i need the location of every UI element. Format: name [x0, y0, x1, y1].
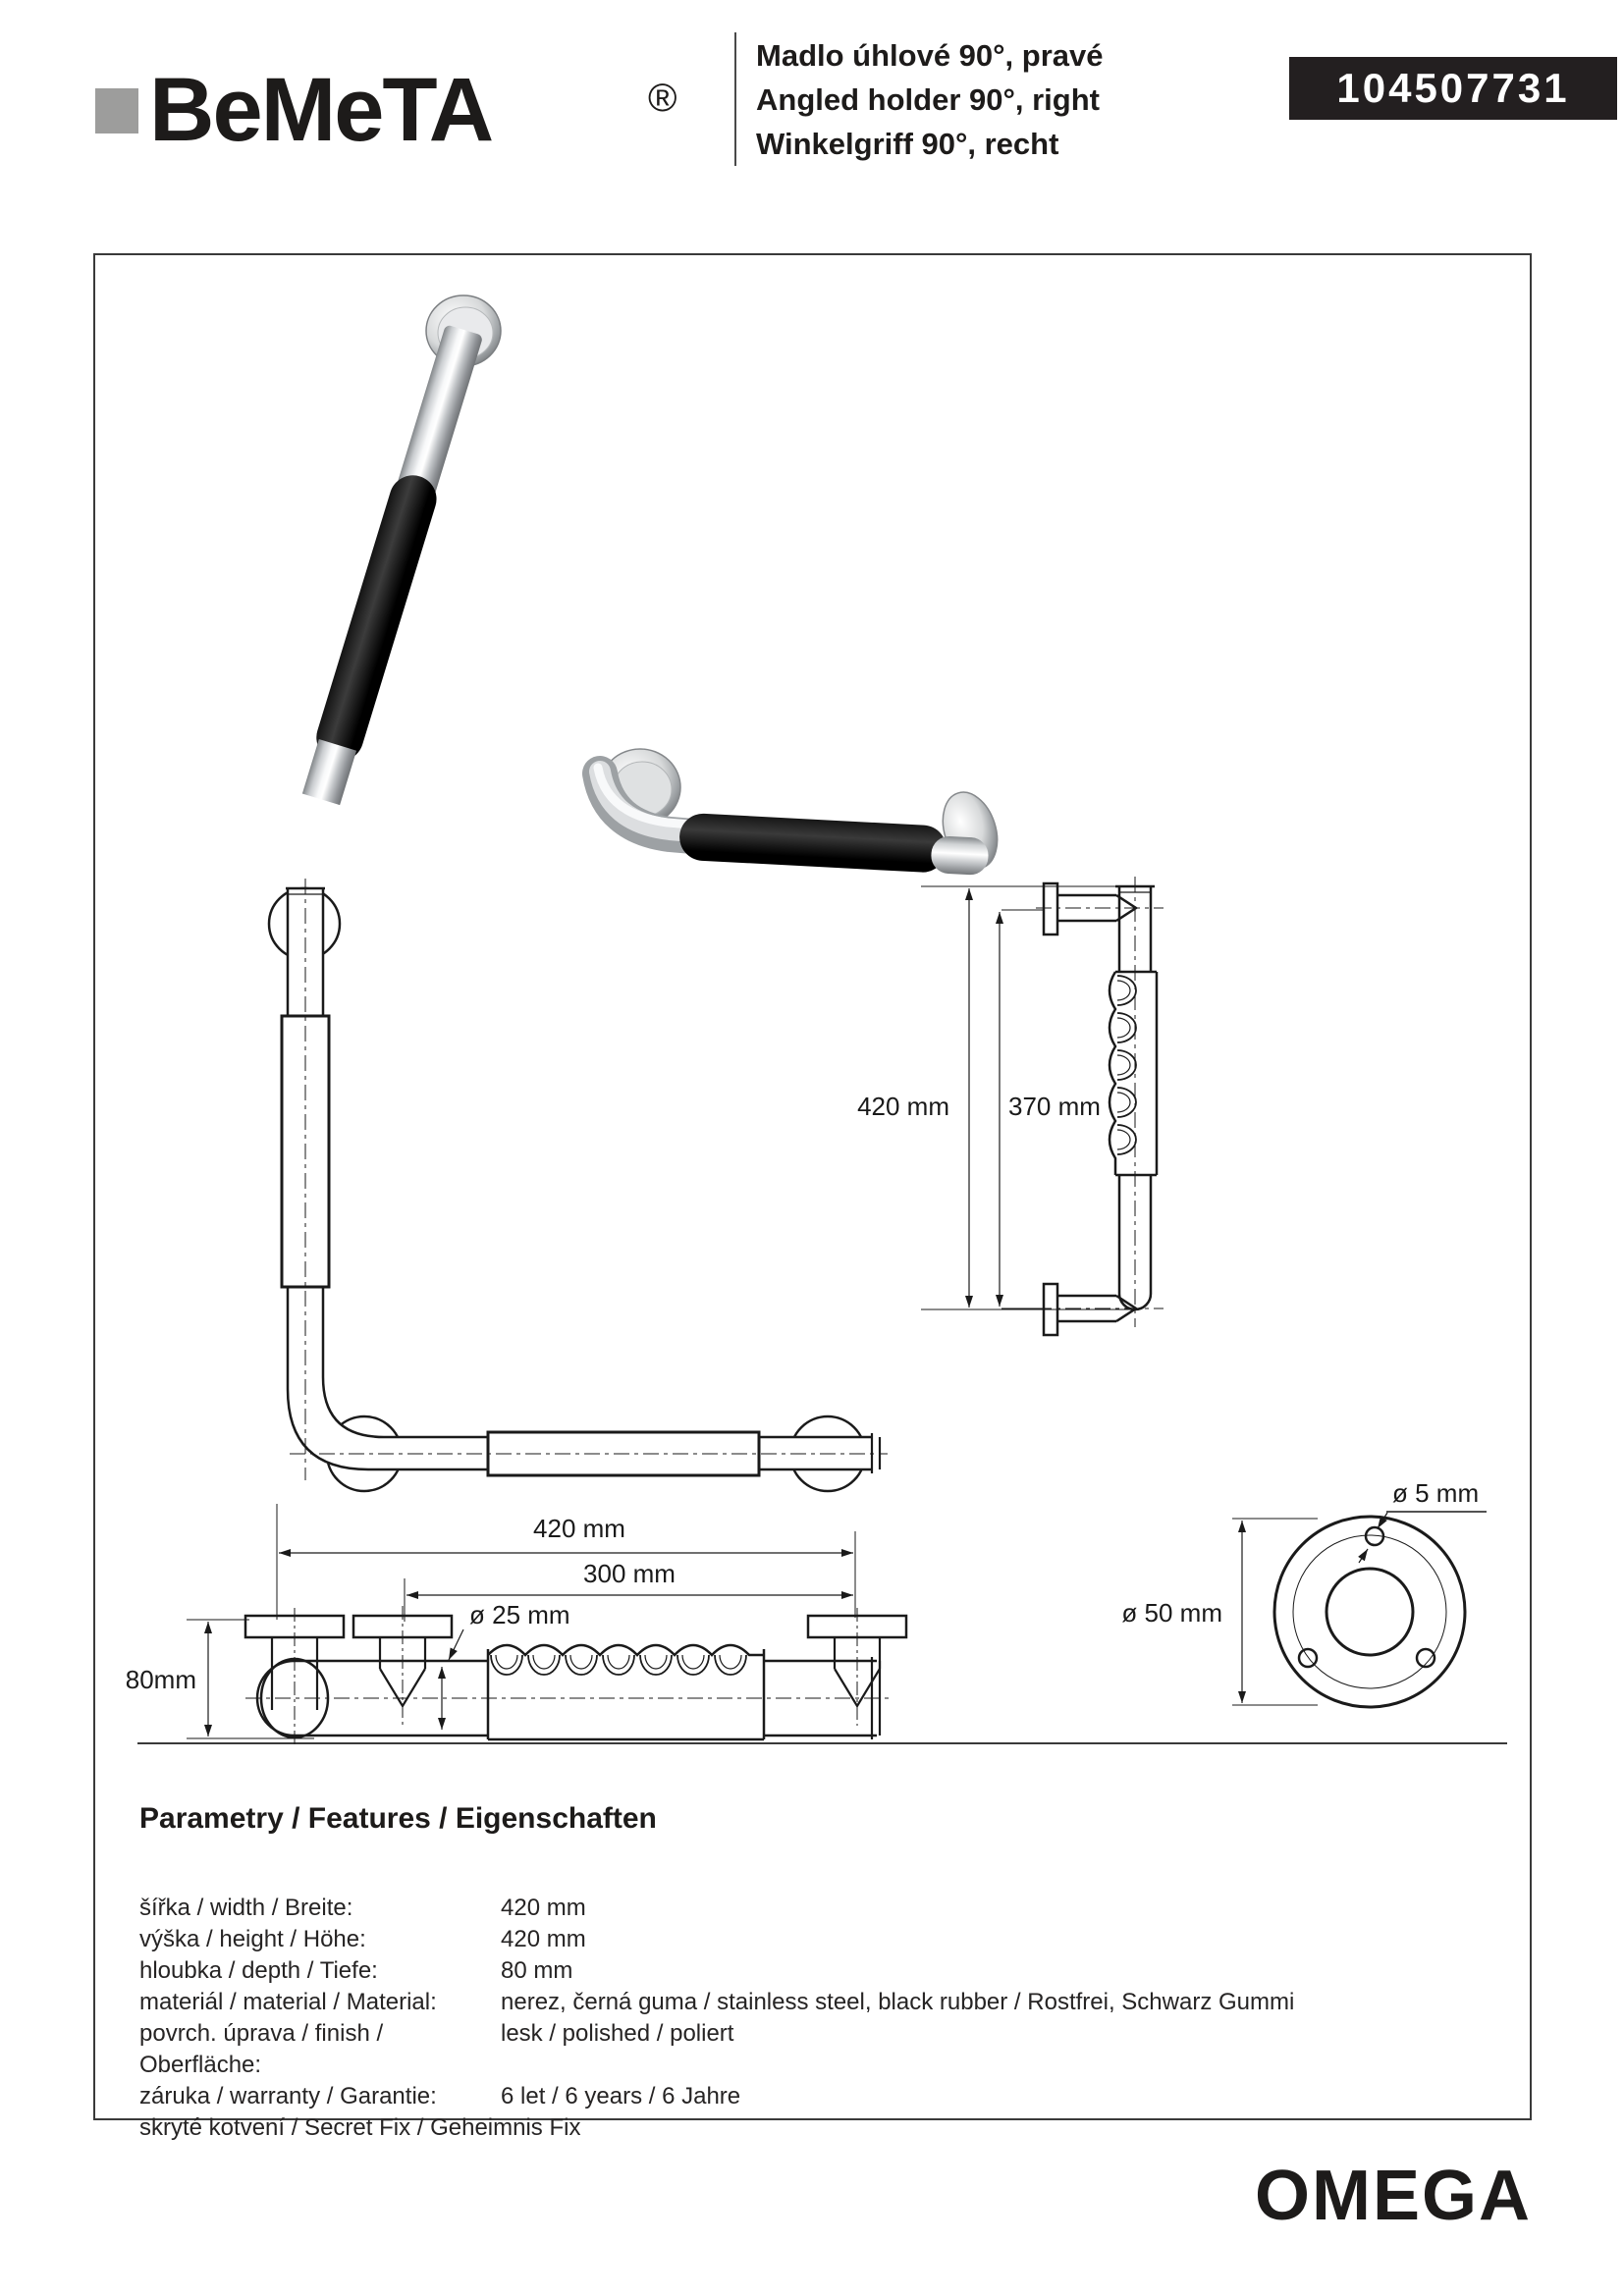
- product-photo: [298, 295, 1006, 876]
- param-value: nerez, černá guma / stainless steel, black rubber / Rostfrei, Schwarz Gummi: [501, 1989, 1295, 2015]
- param-row-height: [139, 1924, 1494, 1955]
- photo-lower-grip: [678, 813, 947, 874]
- param-label: hloubka / depth / Tiefe:: [139, 1957, 378, 1984]
- front-view-drawing: [269, 879, 888, 1491]
- registered-trademark-icon: ®: [648, 77, 677, 120]
- photo-upper-arm: [298, 323, 487, 806]
- param-value: [580, 2112, 1494, 2144]
- param-label: záruka / warranty / Garantie:: [139, 2083, 437, 2109]
- profile-grip: [488, 1645, 764, 1739]
- flange-screw-hole-left: [1299, 1649, 1317, 1667]
- flange-outer-circle: [1274, 1517, 1465, 1707]
- series-name: OMEGA: [1254, 2157, 1532, 2235]
- param-value: 420 mm: [501, 1926, 586, 1952]
- parameters-title: Parametry / Features / Eigenschaften: [139, 1802, 657, 1835]
- param-row-width: [139, 1893, 1494, 1924]
- dim-grip-height: 370 mm: [1008, 1092, 1101, 1121]
- param-label: výška / height / Höhe:: [139, 1926, 366, 1952]
- param-label: šířka / width / Breite:: [139, 1895, 353, 1921]
- param-row-finish: [139, 2018, 1494, 2081]
- product-title-en: Angled holder 90°, right: [756, 82, 1100, 117]
- profile-view-drawing: [245, 1606, 906, 1745]
- parameters-section: [139, 1802, 1494, 2144]
- param-value: 6 let / 6 years / 6 Jahre: [501, 2083, 741, 2109]
- photo-upper-grip: [310, 469, 442, 767]
- param-value: lesk / polished / poliert: [501, 2020, 734, 2047]
- param-row-secret-fix: [139, 2112, 1494, 2144]
- flange-detail-dimensions: [1121, 1478, 1487, 1705]
- param-label: skryté kotvení / Secret Fix / Geheimnis Fix: [139, 2114, 581, 2141]
- flange-detail-drawing: [1274, 1517, 1465, 1707]
- param-row-material: [139, 1987, 1494, 2018]
- param-label: povrch. úprava / finish / Oberfläche:: [139, 2020, 384, 2078]
- param-row-depth: [139, 1955, 1494, 1987]
- photo-end-chrome: [931, 835, 990, 876]
- product-title-de: Winkelgriff 90°, recht: [756, 127, 1059, 161]
- dim-flange-diameter: ø 50 mm: [1121, 1598, 1222, 1628]
- param-row-warranty: [139, 2081, 1494, 2112]
- side-view-dimensions: [857, 886, 1131, 1309]
- dim-depth: 80mm: [125, 1665, 196, 1694]
- flange-center-hole: [1326, 1569, 1413, 1655]
- product-code: 104507731: [1336, 65, 1570, 111]
- product-title-cs: Madlo úhlové 90°, pravé: [756, 38, 1104, 73]
- side-top-wall-plate: [1044, 883, 1057, 934]
- param-value: 420 mm: [501, 1895, 586, 1921]
- side-grip: [1110, 972, 1157, 1175]
- dim-hole-diameter: ø 5 mm: [1392, 1478, 1480, 1508]
- param-value: 80 mm: [501, 1957, 573, 1984]
- dim-tube-diameter: ø 25 mm: [469, 1600, 570, 1629]
- dim-front-height: 420 mm: [857, 1092, 949, 1121]
- brand-logo: BeMeTA: [149, 60, 493, 160]
- dim-front-width: 420 mm: [533, 1514, 625, 1543]
- param-label: materiál / material / Material:: [139, 1989, 437, 2015]
- dim-grip-width: 300 mm: [583, 1559, 676, 1588]
